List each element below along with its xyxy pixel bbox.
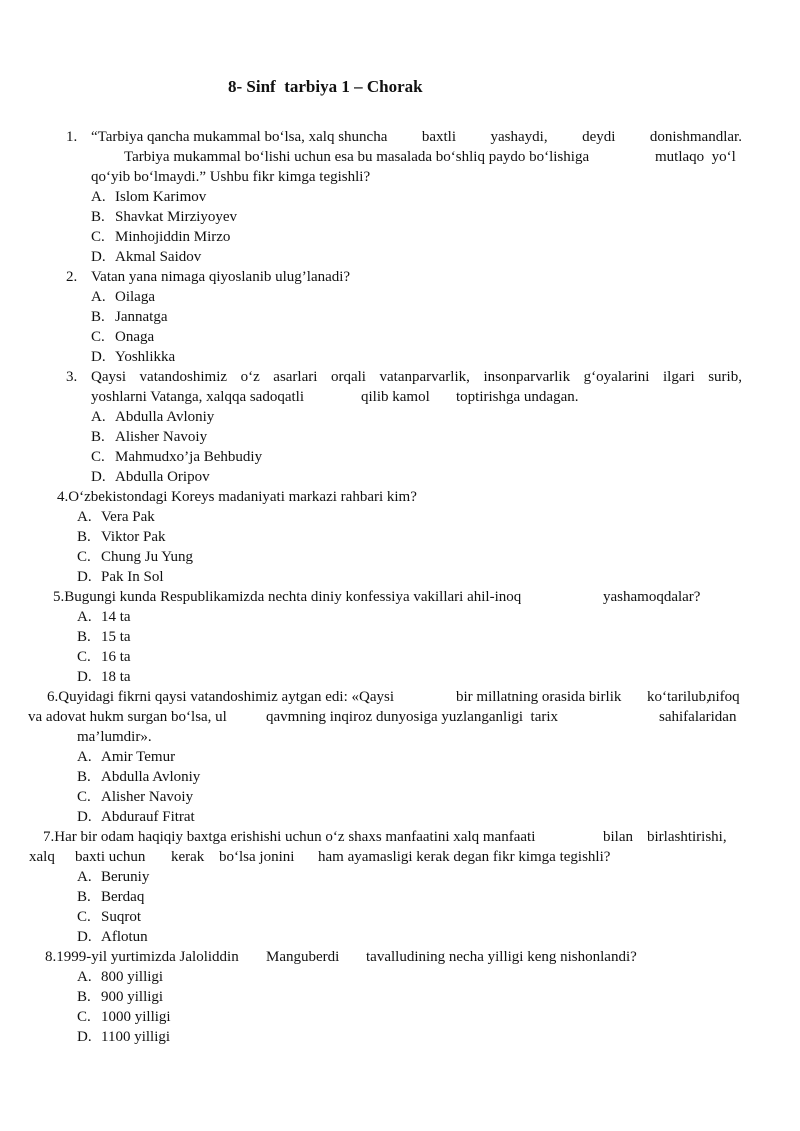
question-2-text: Vatan yana nimaga qiyoslanib ulug’lanadi?	[91, 269, 351, 285]
option-letter: A.	[91, 189, 106, 205]
option-letter: A.	[91, 409, 106, 425]
question-3-text-part: o‘z	[240, 369, 260, 385]
option-text: 800 yilligi	[101, 969, 164, 985]
question-3-text-part: orqali	[330, 369, 366, 385]
option-text: Chung Ju Yung	[101, 549, 193, 565]
question-7-line-1a: 7.Har bir odam haqiqiy baxtga erishishi uchun o‘z shaxs manfaatini xalq manfaati	[43, 829, 536, 845]
option-text: 1000 yilligi	[101, 1009, 171, 1025]
option-letter: D.	[77, 569, 92, 585]
option-letter: A.	[77, 509, 92, 525]
option-text: Mahmudxo’ja Behbudiy	[115, 449, 263, 465]
option-text: Pak In Sol	[101, 569, 164, 585]
option-text: Onaga	[115, 329, 155, 345]
option-letter: B.	[77, 989, 91, 1005]
option-text: Jannatga	[115, 309, 168, 325]
option-text: Abdurauf Fitrat	[101, 809, 195, 825]
question-6-line-2a: va adovat hukm surgan bo‘lsa, ul	[28, 709, 227, 725]
question-3-text-part: insonparvarlik	[483, 369, 571, 385]
page-title: 8- Sinf tarbiya 1 – Chorak	[228, 77, 423, 96]
question-3-number: 3.	[66, 369, 78, 385]
question-7-line-2d: bo‘lsa jonini	[219, 849, 295, 865]
option-text: Vera Pak	[101, 509, 155, 525]
option-letter: D.	[77, 809, 92, 825]
option-text: Oilaga	[115, 289, 155, 305]
question-8-line-1a: 8.1999-yil yurtimizda Jaloliddin	[45, 949, 239, 965]
question-3-text-part: g‘oyalarini	[583, 369, 650, 385]
option-letter: D.	[77, 669, 92, 685]
option-text: Shavkat Mirziyoyev	[115, 209, 238, 225]
question-3-text-part: asarlari	[273, 369, 318, 385]
option-letter: D.	[91, 469, 106, 485]
option-letter: B.	[77, 529, 91, 545]
option-text: Minhojiddin Mirzo	[115, 229, 231, 245]
option-text: 18 ta	[101, 669, 131, 685]
question-5-text-a: 5.Bugungi kunda Respublikamizda nechta diniy konfessiya vakillari ahil-inoq	[53, 589, 522, 605]
option-text: Islom Karimov	[115, 189, 207, 205]
option-text: 1100 yilligi	[101, 1029, 171, 1045]
option-text: Abdulla Avloniy	[115, 409, 215, 425]
question-1-number: 1.	[66, 129, 78, 145]
option-letter: C.	[77, 1009, 91, 1025]
option-text: 14 ta	[101, 609, 131, 625]
question-7-line-2c: kerak	[171, 849, 205, 865]
option-letter: B.	[77, 629, 91, 645]
option-letter: D.	[77, 929, 92, 945]
question-1-text-part: yashaydi,	[490, 129, 548, 145]
question-8-line-1c: tavalludining necha yilligi keng nishonlandi?	[366, 949, 637, 965]
option-letter: C.	[77, 789, 91, 805]
question-3-text-part: vatandoshimiz	[139, 369, 228, 385]
question-7-line-2b: baxti uchun	[75, 849, 146, 865]
option-text: Alisher Navoiy	[101, 789, 194, 805]
question-1-line-2b: mutlaqo yo‘l	[655, 149, 736, 165]
option-letter: B.	[91, 209, 105, 225]
question-1-text-part: donishmandlar.	[649, 129, 742, 145]
question-6-line-2b: qavmning inqiroz dunyosiga yuzlanganligi tarix	[266, 709, 559, 725]
question-1-text-part: “Tarbiya qancha mukammal bo‘lsa, xalq shuncha	[91, 129, 388, 145]
question-8-line-1b: Manguberdi	[266, 949, 340, 965]
question-3-line-2a: yoshlarni Vatanga, xalqqa sadoqatli	[91, 389, 305, 405]
option-letter: B.	[77, 769, 91, 785]
option-text: Suqrot	[101, 909, 142, 925]
question-7-line-1c: birlashtirishi,	[647, 829, 727, 845]
option-letter: C.	[77, 649, 91, 665]
option-letter: A.	[77, 869, 92, 885]
question-7-line-2e: ham ayamasligi kerak degan fikr kimga tegishli?	[318, 849, 611, 865]
question-1-line-1	[91, 127, 742, 147]
question-3-text-part: ilgari	[663, 369, 695, 385]
option-text: Abdulla Oripov	[115, 469, 210, 485]
option-letter: B.	[77, 889, 91, 905]
option-text: Aflotun	[101, 929, 148, 945]
option-text: 15 ta	[101, 629, 131, 645]
option-letter: D.	[91, 249, 106, 265]
option-text: Beruniy	[101, 869, 150, 885]
option-letter: D.	[91, 349, 106, 365]
option-letter: C.	[77, 549, 91, 565]
question-1-text-part: deydi	[582, 129, 616, 145]
question-3-text-part: vatanparvarlik,	[379, 369, 470, 385]
option-text: Akmal Saidov	[115, 249, 202, 265]
option-letter: A.	[91, 289, 106, 305]
question-6-line-3: ma’lumdir».	[77, 729, 152, 745]
question-3-line-2b: qilib kamol	[361, 389, 430, 405]
question-3-text-part: Qaysi	[91, 369, 126, 385]
option-text: Viktor Pak	[101, 529, 166, 545]
option-text: 16 ta	[101, 649, 131, 665]
option-text: Alisher Navoiy	[115, 429, 208, 445]
option-text: Abdulla Avloniy	[101, 769, 201, 785]
question-1-text-part: baxtli	[421, 129, 457, 145]
option-letter: A.	[77, 969, 92, 985]
option-letter: C.	[91, 229, 105, 245]
option-letter: C.	[91, 449, 105, 465]
question-5-text-b: yashamoqdalar?	[603, 589, 701, 605]
question-1-line-3: qo‘yib bo‘lmaydi.” Ushbu fikr kimga tegishli?	[91, 169, 371, 185]
question-3-line-1	[91, 367, 742, 387]
question-6-line-1d: nifoq	[708, 689, 740, 705]
question-3-text-part: surib,	[708, 369, 742, 385]
option-text: 900 yilligi	[101, 989, 164, 1005]
question-6-line-2c: sahifalaridan	[659, 709, 737, 725]
question-4-text: 4.O‘zbekistondagi Koreys madaniyati markazi rahbari kim?	[57, 489, 417, 505]
option-letter: C.	[77, 909, 91, 925]
option-letter: D.	[77, 1029, 92, 1045]
option-letter: B.	[91, 429, 105, 445]
question-6-line-1b: bir millatning orasida birlik	[456, 689, 622, 705]
option-letter: C.	[91, 329, 105, 345]
option-letter: A.	[77, 749, 92, 765]
option-letter: A.	[77, 609, 92, 625]
question-7-line-1b: bilan	[603, 829, 633, 845]
question-2-number: 2.	[66, 269, 78, 285]
question-1-line-2a: Tarbiya mukammal bo‘lishi uchun esa bu masalada bo‘shliq paydo bo‘lishiga	[124, 149, 590, 165]
option-letter: B.	[91, 309, 105, 325]
question-3-line-2c: toptirishga undagan.	[456, 389, 579, 405]
question-6-line-1c: ko‘tarilub,	[647, 689, 710, 705]
question-6-line-1a: 6.Quyidagi fikrni qaysi vatandoshimiz aytgan edi: «Qaysi	[47, 689, 395, 705]
option-text: Berdaq	[101, 889, 145, 905]
option-text: Amir Temur	[101, 749, 176, 765]
option-text: Yoshlikka	[115, 349, 176, 365]
question-7-line-2a: xalq	[29, 849, 55, 865]
